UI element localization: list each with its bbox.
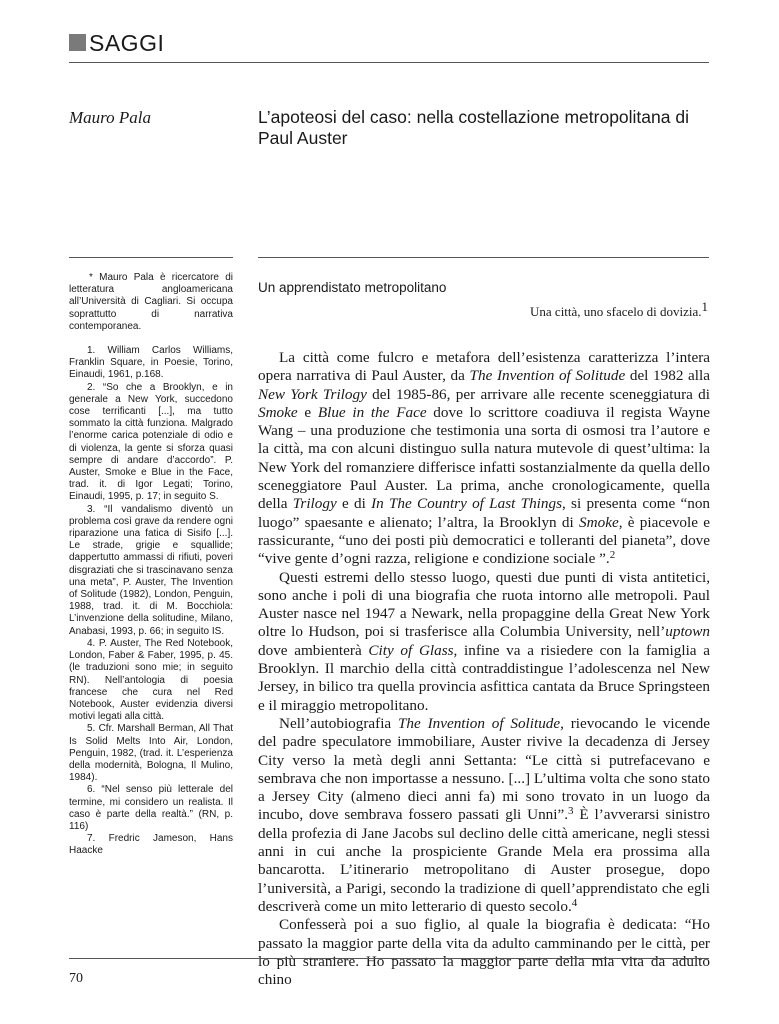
footnote-column-rule xyxy=(69,257,233,258)
italic-title: uptown xyxy=(665,623,710,641)
footer-rule xyxy=(69,958,709,959)
italic-title: City of Glass xyxy=(368,641,454,659)
text-run: La città come fulcro e metafora dell’esistenza caratterizza l’intera opera narrativa di Paul Auster, da xyxy=(258,349,710,385)
footnote-3: 3. “Il vandalismo diventò un problema così grave da rendere ogni riparazione una fatica di Sisifo [...]. Le strade, grigie e squallide; dappertutto ammassi di rifiuti, poveri disgraziati che si trascinavano senza una meta”, P. Auster, The Invention of Solitude (1982), London, Penguin, 1988, trad. it. di M. Bocchiola: L’invenzione della solitudine, Milano, Anabasi, 1993, p. 66; in seguito IS. xyxy=(69,503,233,637)
footnote-author-bio: * Mauro Pala è ricercatore di letteratura angloamericana all’Università di Cagliari. Si occupa soprattutto di narrativa contemporanea. xyxy=(69,272,233,332)
text-run: e di xyxy=(336,495,372,513)
text-run: , infine va a risiedere con la famiglia a Brooklyn. Il marchio della città contraddistingue l’adolescenza nel New Jersey, in bilico tra quella provincia asfittica cantata da Bruce Springsteen e il miraggio metropolitano. xyxy=(258,641,710,714)
header-rule xyxy=(69,62,709,63)
body-column-rule xyxy=(258,257,709,258)
page-number: 70 xyxy=(69,971,83,986)
text-run: dove lo scrittore coadiuva il regista Wayne Wang – una produzione che testimonia una sorta di osmosi tra l’autore e la città, ma con alcuni distinguo sulla natura mutevole di quest’ultima: la New York del romanziere differisce infatti sostanzialmente da quella dello sceneggiatore Paul Auster. La prima, anche cronologicamente, quella della xyxy=(258,403,710,513)
text-run: dove ambienterà xyxy=(258,641,369,659)
italic-title: Smoke xyxy=(258,403,298,421)
italic-title: Blue in the Face xyxy=(317,403,427,421)
footnote-4: 4. P. Auster, The Red Notebook, London, Faber & Faber, 1995, p. 45. (le traduzioni sono mie; in seguito RN). Nell’antologia di poesia francese che cura nel Red Notebook, Auster evidenzia diversi motivi legati alla città. xyxy=(69,637,233,723)
body-paragraph xyxy=(258,715,710,916)
footnote-6: 6. “Nel senso più letterale del termine, mi considero un realista. Il caso è parte della realtà.” (RN, p. 116) xyxy=(69,784,233,832)
text-run: Nell’autobiografia xyxy=(279,714,398,732)
epigraph-note-ref: 1 xyxy=(701,299,708,314)
italic-title: The Invention of Solitude xyxy=(469,367,626,385)
text-run: , si presenta come “non luogo” spaesante e alienato; l’altra, la Brooklyn di xyxy=(258,495,711,531)
text-run: del 1985-86, per arrivare alle recente sceneggiatura di xyxy=(366,385,710,403)
body-paragraph xyxy=(258,349,710,569)
text-run: Confesserà poi a suo figlio, al quale la biografia è dedicata: “Ho passato la maggior parte della vita da adulto camminando per le città, per lo più straniere. Ho passato la maggior parte della mia vita da adulto chino xyxy=(258,916,710,989)
italic-title: Trilogy xyxy=(292,495,337,513)
epigraph-text: Una città, uno sfacelo di dovizia. xyxy=(530,304,702,319)
text-run: È l’avverarsi sinistro della profezia di Jane Jacobs sul declino delle città americane, negli stessi anni in cui anche la prospiciente Grande Mela era prossima alla bancarotta. L’itinerario metropolitano di Auster prosegue, dopo l’università, a Parigi, secondo la tradizione di quell’apprendistato che egli descriverà come un mito letterario di questo secolo. xyxy=(258,806,711,915)
note-reference: 2 xyxy=(609,549,616,562)
footnote-7: 7. Fredric Jameson, Hans Haacke xyxy=(69,833,233,857)
body-paragraph xyxy=(258,569,710,715)
article-body xyxy=(258,349,710,989)
italic-title: In The Country of Last Things xyxy=(371,495,562,513)
footnote-2: 2. “So che a Brooklyn, e in generale a New York, succedono cose terrificanti [...], ma tutto sommato la città funziona. Malgrado l’enorme carica potenziale di odio e di violenza, la gente si sforza quasi sempre di andare d’accordo”. P. Auster, Smoke e Blue in the Face, trad. it. di Igor Legati; Torino, Einaudi, 1995, p. 17; in seguito S. xyxy=(69,381,233,503)
note-reference: 3 xyxy=(568,805,574,818)
subsection-heading: Un apprendistato metropolitano xyxy=(258,280,447,295)
author-name: Mauro Pala xyxy=(69,108,152,127)
text-run: del 1982 alla xyxy=(625,367,710,385)
footnote-5: 5. Cfr. Marshall Berman, All That Is Solid Melts Into Air, London, Penguin, 1982, (trad. it. L’esperienza della modernità, Bologna, Il Mulino, 1984). xyxy=(69,723,233,784)
section-label: SAGGI xyxy=(89,30,165,56)
footnotes-column xyxy=(69,272,233,858)
footnote-1: 1. William Carlos Williams, Franklin Square, in Poesie, Torino, Einaudi, 1961, p.168. xyxy=(69,345,233,381)
text-run: , è piacevole e rassicurante, “uno dei posti più democratici e tolleranti del pianeta”, dove “vive gente d’ogni razza, religione e condizione sociale ”. xyxy=(258,513,711,568)
italic-title: New York Trilogy xyxy=(258,385,367,403)
italic-title: The Invention of Solitude xyxy=(397,714,561,732)
italic-title: Smoke xyxy=(579,513,619,531)
text-run: , rievocando le vicende del padre speculatore immobiliare, Auster rivive la decadenza di Jersey City verso la metà degli anni Settanta: “Le città si putrefacevano e sembrava che non importasse a nessuno. [...] L’ultima volta che sono stato a Jersey City (almeno dieci anni fa) mi sono trovato in un luogo da incubo, dove sembrava fossero passati gli Unni”. xyxy=(258,714,710,824)
text-run: Questi estremi dello stesso luogo, questi due punti di vista antitetici, sono anche i poli di una biografia che ruota intorno alle metropoli. Paul Auster nasce nel 1947 a Newark, nella propaggine della Great New York oltre lo Hudson, poi si trasferisce alla Columbia University, nell’ xyxy=(258,568,710,641)
article-title: L’apoteosi del caso: nella costellazione metropolitana di Paul Auster xyxy=(258,107,689,148)
body-paragraph xyxy=(258,916,710,989)
section-marker-block xyxy=(69,34,86,51)
epigraph xyxy=(258,299,708,322)
note-reference: 4 xyxy=(571,896,578,909)
text-run: e xyxy=(297,403,318,421)
